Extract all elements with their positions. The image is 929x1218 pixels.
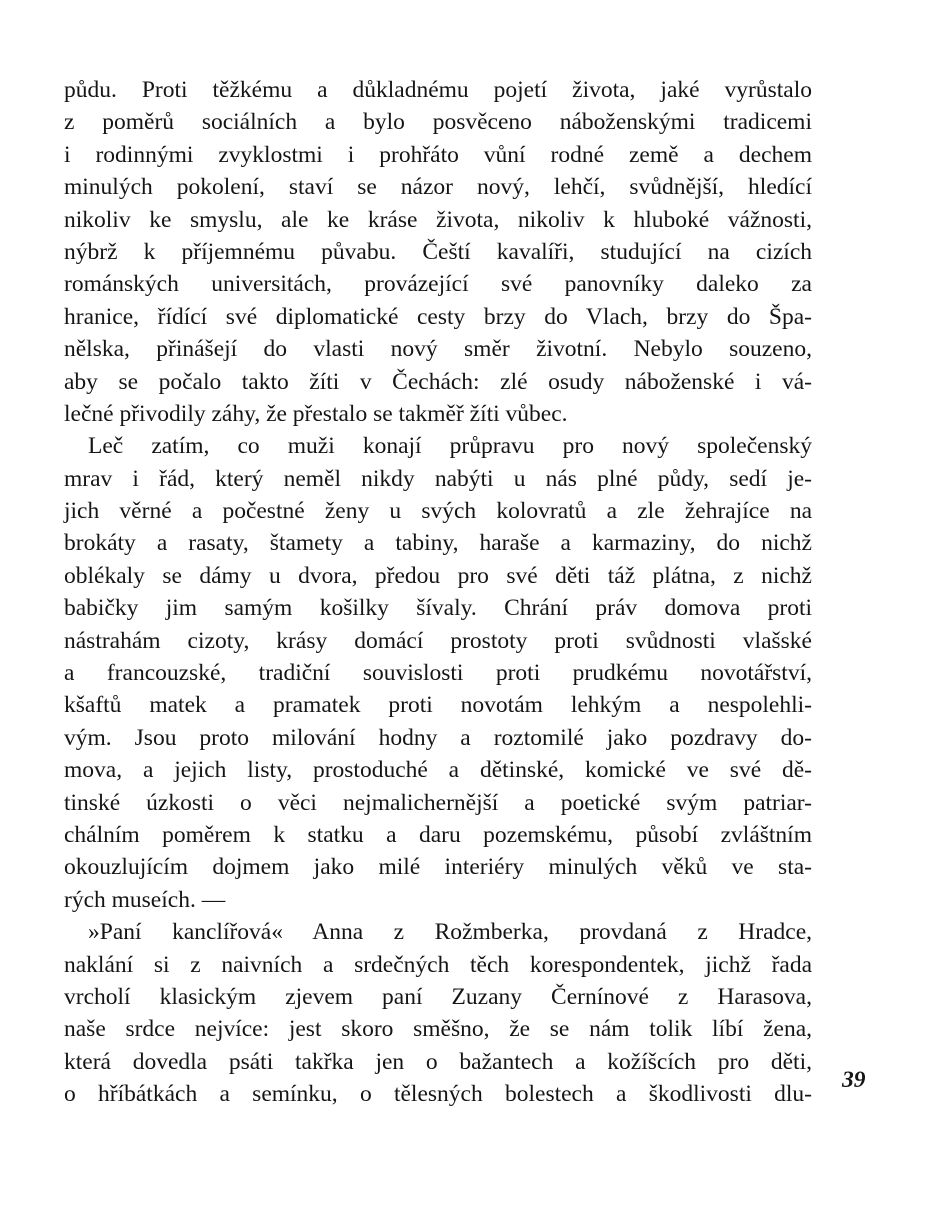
text-line: kšaftů matek a pramatek proti novotám lehkým a nespolehli- xyxy=(64,692,812,719)
text-line: minulých pokolení, staví se názor nový, lehčí, svůdnější, hledící xyxy=(64,174,812,201)
text-line: naklání si z naivních a srdečných těch korespondentek, jichž řada xyxy=(64,951,812,978)
text-line: rých museích. — xyxy=(64,886,226,913)
text-line: okouzlujícím dojmem jako milé interiéry minulých věků ve sta- xyxy=(64,854,812,881)
text-line: a francouzské, tradiční souvislosti proti prudkému novotářství, xyxy=(64,660,812,687)
text-line: »Paní kanclířová« Anna z Rožmberka, provdaná z Hradce, xyxy=(88,919,812,946)
text-line: z poměrů sociálních a bylo posvěceno náboženskými tradicemi xyxy=(64,109,812,136)
body-text xyxy=(64,74,812,1111)
text-line: i rodinnými zvyklostmi i prohřáto vůní rodné země a dechem xyxy=(64,141,812,168)
text-line: o hříbátkách a semínku, o tělesných bolestech a škodlivosti dlu- xyxy=(64,1081,812,1108)
text-line: mova, a jejich listy, prostoduché a dětinské, komické ve své dě- xyxy=(64,757,812,784)
text-line: lečné přivodily záhy, že přestalo se takměř žíti vůbec. xyxy=(64,400,568,427)
text-line: naše srdce nejvíce: jest skoro směšno, že se nám tolik líbí žena, xyxy=(64,1016,812,1043)
text-line: vým. Jsou proto milování hodny a roztomilé jako pozdravy do- xyxy=(64,724,812,751)
text-line: chálním poměrem k statku a daru pozemskému, působí zvláštním xyxy=(64,821,812,848)
text-line: která dovedla psáti takřka jen o bažantech a kožíšcích pro děti, xyxy=(64,1048,812,1075)
text-line: aby se počalo takto žíti v Čechách: zlé osudy náboženské i vá- xyxy=(64,368,812,395)
text-line: brokáty a rasaty, štamety a tabiny, haraše a karmaziny, do nichž xyxy=(64,530,812,557)
text-line: románských universitách, provázející své panovníky daleko za xyxy=(64,271,812,298)
text-line: půdu. Proti těžkému a důkladnému pojetí života, jaké vyrůstalo xyxy=(64,77,812,103)
text-line: vrcholí klasickým zjevem paní Zuzany Černínové z Harasova, xyxy=(64,983,812,1010)
text-line: oblékaly se dámy u dvora, předou pro své děti táž plátna, z nichž xyxy=(64,562,812,589)
text-line: Leč zatím, co muži konají průpravu pro nový společenský xyxy=(88,433,812,460)
text-line: hranice, řídící své diplomatické cesty brzy do Vlach, brzy do Špa- xyxy=(64,303,812,330)
text-line: nikoliv ke smyslu, ale ke kráse života, nikoliv k hluboké vážnosti, xyxy=(64,206,812,233)
text-line: nělska, přinášejí do vlasti nový směr životní. Nebylo souzeno, xyxy=(64,336,812,363)
text-line: mrav i řád, který neměl nikdy nabýti u nás plné půdy, sedí je- xyxy=(64,465,812,492)
page-number: 39 xyxy=(842,1067,866,1093)
text-line: jich věrné a počestné ženy u svých kolovratů a zle žehrajíce na xyxy=(64,498,812,525)
text-line: nástrahám cizoty, krásy domácí prostoty proti svůdnosti vlašské xyxy=(64,627,812,654)
text-line: tinské úzkosti o věci nejmalichernější a poetické svým patriar- xyxy=(64,789,812,816)
text-line: nýbrž k příjemnému půvabu. Čeští kavalíři, studující na cizích xyxy=(64,238,812,265)
text-line: babičky jim samým košilky šívaly. Chrání práv domova proti xyxy=(64,595,812,622)
